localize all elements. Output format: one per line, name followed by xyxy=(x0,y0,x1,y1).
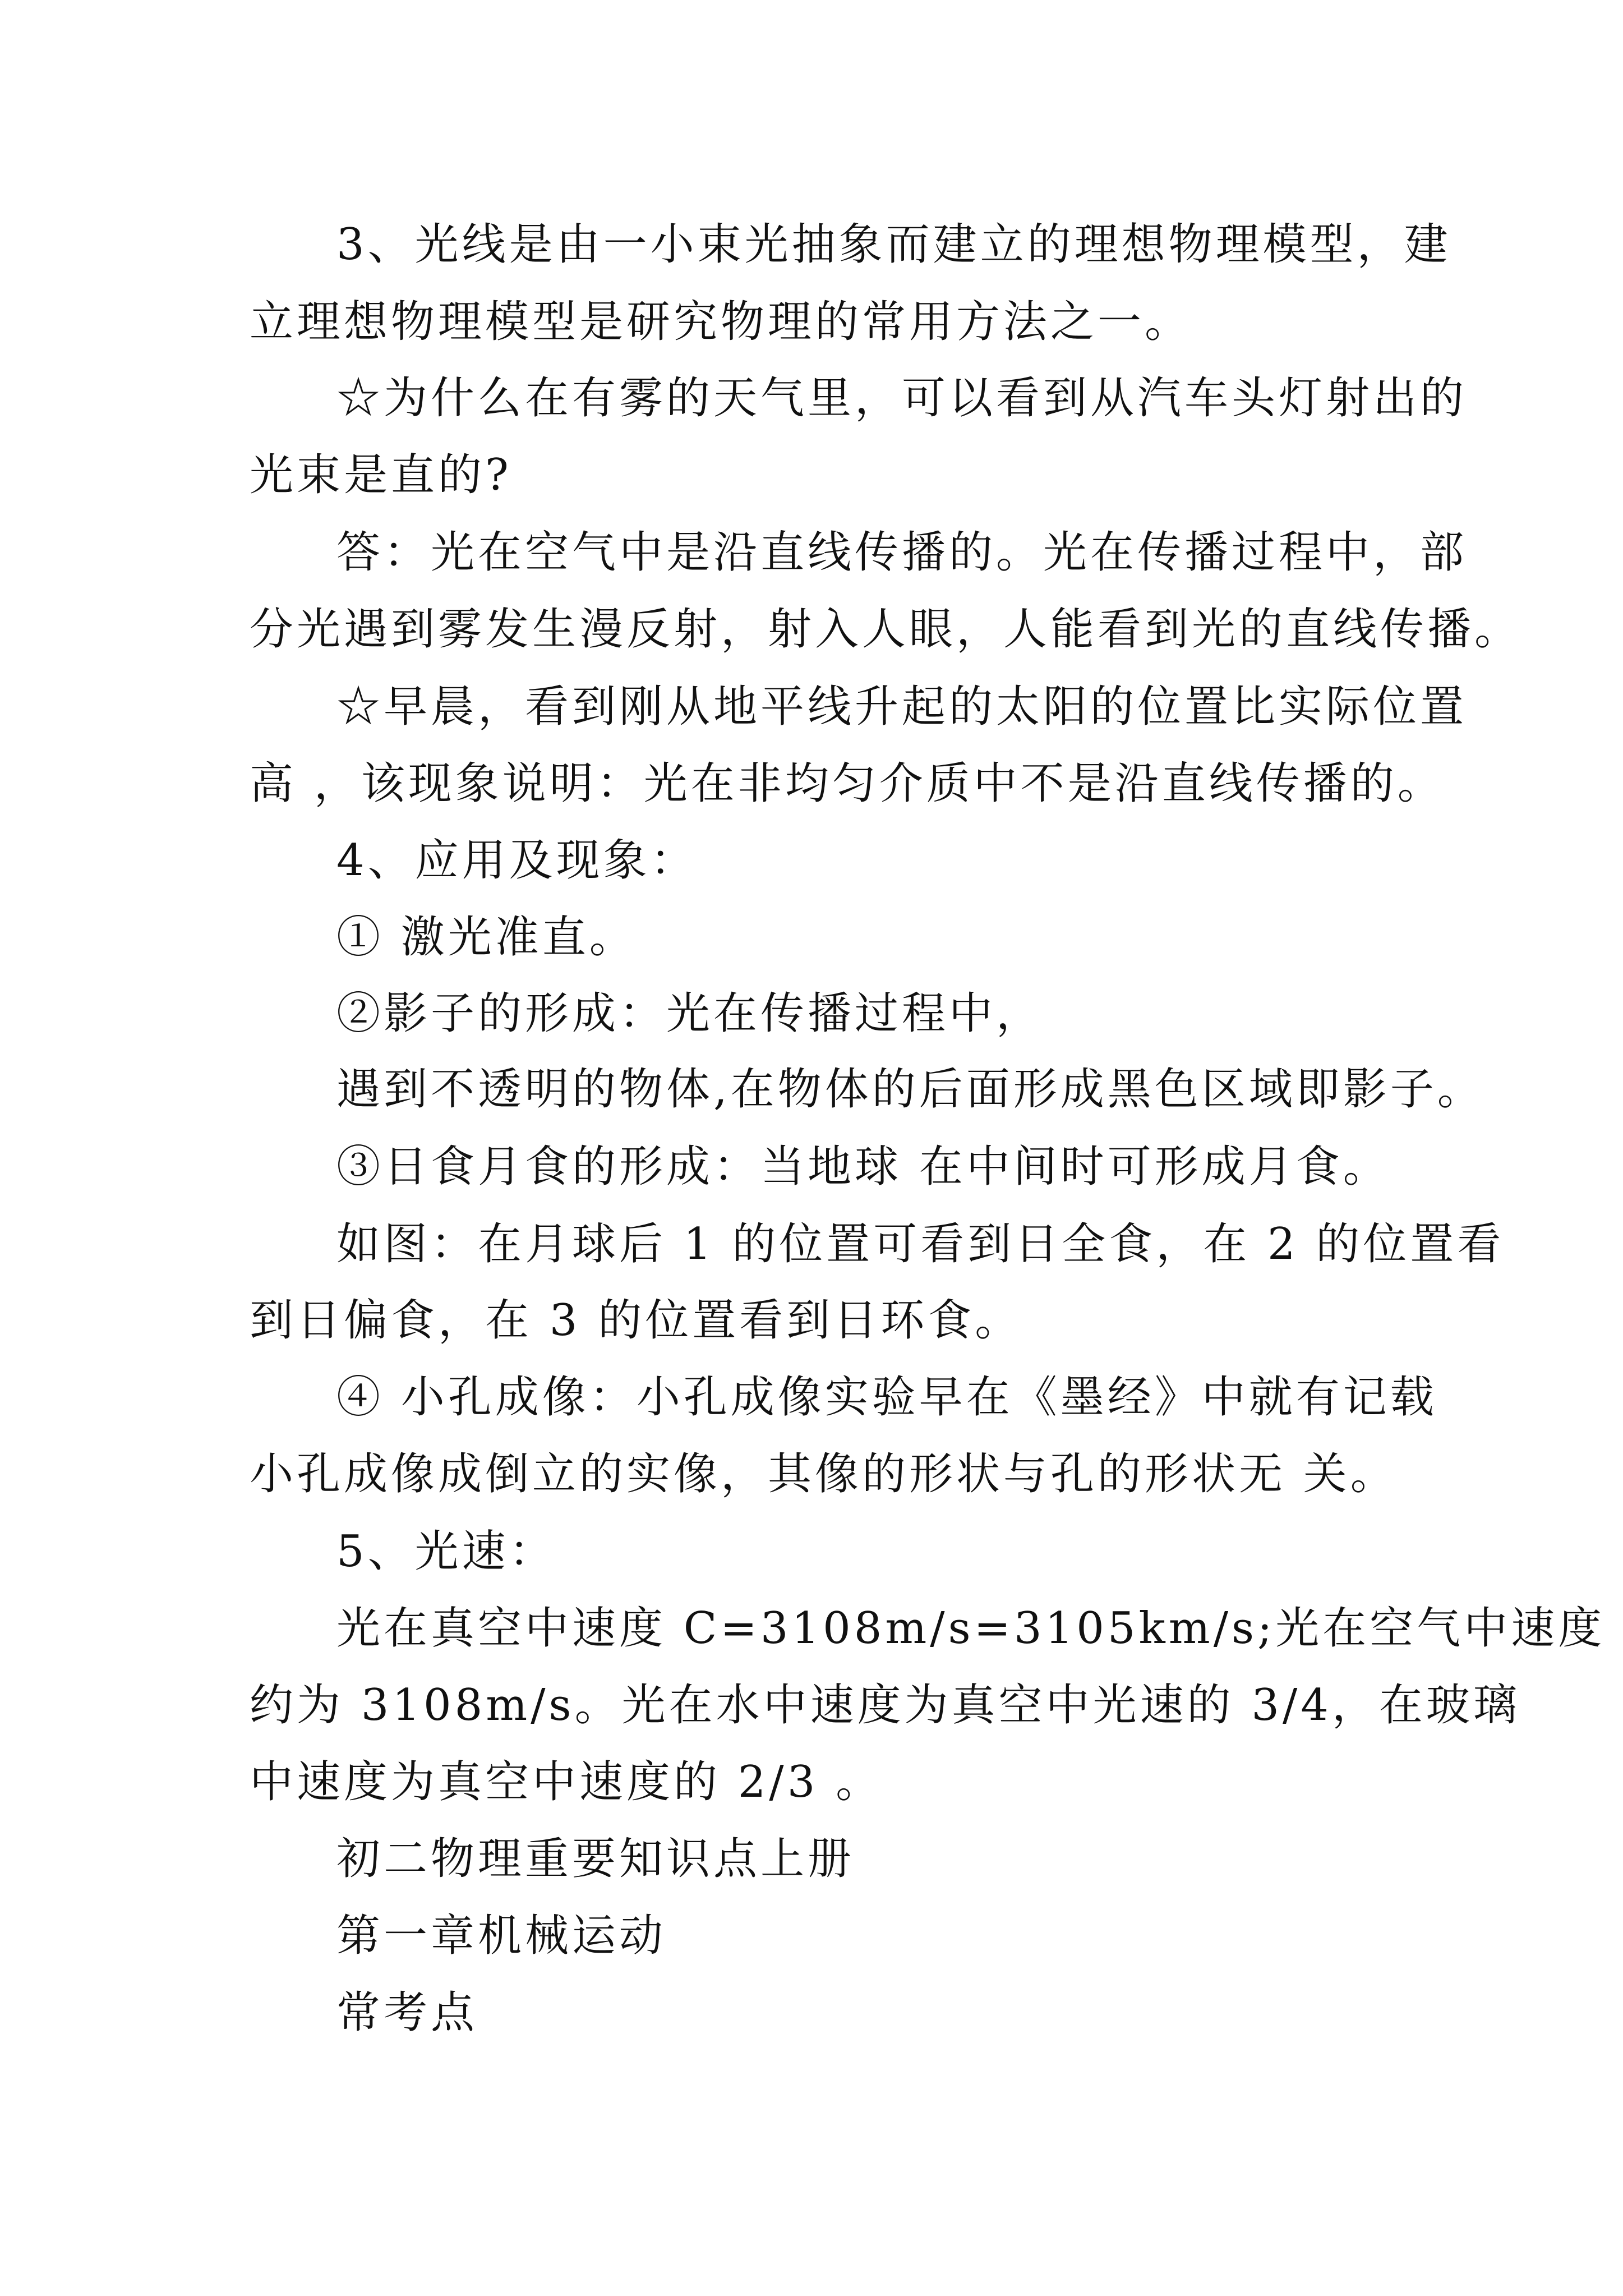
light-speed-line-2: 约为 3108m/s。光在水中速度为真空中光速的 3/4，在玻璃 xyxy=(250,1680,1520,1731)
item-4-pinhole-line-1: ④ 小孔成像：小孔成像实验早在《墨经》中就有记载 xyxy=(336,1372,1437,1423)
paragraph-3-line-2: 立理想物理模型是研究物理的常用方法之一。 xyxy=(250,297,1192,347)
figure-note-line-2: 到日偏食，在 3 的位置看到日环食。 xyxy=(250,1295,1022,1346)
light-speed-line-3: 中速度为真空中速度的 2/3 。 xyxy=(250,1757,883,1807)
chapter-1-heading: 第一章机械运动 xyxy=(336,1911,667,1961)
question-fog-line-2: 光束是直的? xyxy=(250,450,512,500)
section-5-heading: 5、光速： xyxy=(336,1526,556,1577)
question-sunrise-line-1: ☆早晨，看到刚从地平线升起的太阳的位置比实际位置 xyxy=(336,682,1468,732)
question-fog-line-1: ☆为什么在有雾的天气里，可以看到从汽车头灯射出的 xyxy=(336,373,1468,424)
item-1-laser: ① 激光准直。 xyxy=(336,912,637,963)
item-3-eclipse: ③日食月食的形成：当地球 在中间时可形成月食。 xyxy=(336,1142,1390,1192)
light-speed-line-1: 光在真空中速度 C=3108m/s=3105km/s;光在空气中速度 xyxy=(336,1603,1606,1654)
common-points-heading: 常考点 xyxy=(336,1987,478,2038)
figure-note-line-1: 如图：在月球后 1 的位置可看到日全食，在 2 的位置看 xyxy=(336,1219,1505,1269)
answer-line-2: 分光遇到雾发生漫反射，射入人眼，人能看到光的直线传播。 xyxy=(250,604,1522,655)
answer-line-1: 答：光在空气中是沿直线传播的。光在传播过程中，部 xyxy=(336,527,1468,578)
item-2-shadow-line-2: 遇到不透明的物体,在物体的后面形成黑色区域即影子。 xyxy=(336,1064,1484,1115)
paragraph-3-line-1: 3、光线是由一小束光抽象而建立的理想物理模型，建 xyxy=(336,219,1451,270)
chapter-title: 初二物理重要知识点上册 xyxy=(336,1834,855,1884)
section-4-heading: 4、应用及现象： xyxy=(336,835,698,886)
item-4-pinhole-line-2: 小孔成像成倒立的实像，其像的形状与孔的形状无 关。 xyxy=(250,1449,1398,1499)
question-sunrise-line-2: 高 ，该现象说明：光在非均匀介质中不是沿直线传播的。 xyxy=(250,758,1445,809)
item-2-shadow-line-1: ②影子的形成：光在传播过程中， xyxy=(336,988,1044,1039)
